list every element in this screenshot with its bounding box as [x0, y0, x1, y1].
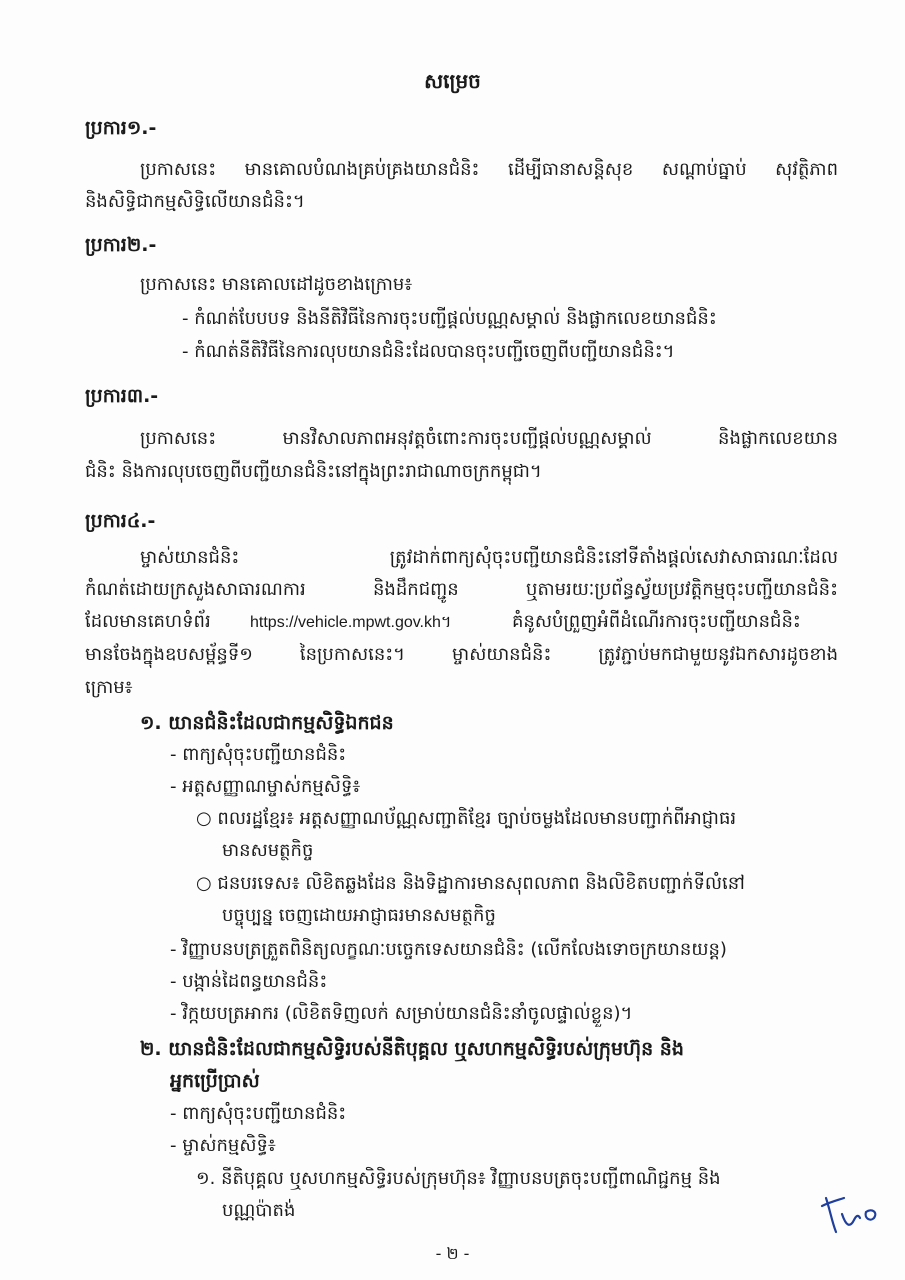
article-4-line-1: ម្ចាស់យានជំនិះ ត្រូវដាក់ពាក្យសុំចុះបញ្ជីយានជំនិះនៅទីតាំងផ្តល់សេវាសាធារណៈដែល: [140, 547, 838, 568]
section-1-item-4: - បង្កាន់ដៃពន្ធយានជំនិះ: [170, 971, 328, 992]
section-1-item-5: - វិក្កយបត្រអាករ (លិខិតទិញលក់ សម្រាប់យានជំនិះនាំចូលផ្ទាល់ខ្លួន)។: [170, 1003, 633, 1024]
article-2-bullet-1: - កំណត់បែបបទ និងនីតិវិធីនៃការចុះបញ្ជីផ្តល់បណ្ណសម្គាល់ និងផ្លាកលេខយានជំនិះ: [182, 308, 717, 329]
section-1-subitem-2-cont: បច្ចុប្បន្ន ចេញដោយអាជ្ញាធរមានសមត្ថកិច្ច: [222, 905, 496, 926]
article-4-heading: ប្រការ៤.-: [85, 510, 156, 532]
article-1-line-2: និងសិទ្ធិជាកម្មសិទ្ធិលើយានជំនិះ។: [85, 191, 305, 212]
section-2-heading-line-1: ២. យានជំនិះដែលជាកម្មសិទ្ធិរបស់នីតិបុគ្គល ឬសហកម្មសិទ្ធិរបស់ក្រុមហ៊ុន និង: [140, 1038, 684, 1060]
article-4-line-5: ក្រោម៖: [85, 677, 133, 698]
article-4-line-4: មានចែងក្នុងឧបសម្ព័ន្ធទី១ នៃប្រកាសនេះ។ ម្ចាស់យានជំនិះ ត្រូវភ្ជាប់មកជាមួយនូវឯកសារដូចខាង: [85, 644, 838, 665]
website-url: https://vehicle.mpwt.gov.kh។: [250, 614, 452, 631]
article-1-heading: ប្រការ១.-: [85, 117, 157, 139]
article-3-line-1: ប្រកាសនេះ មានវិសាលភាពអនុវត្តចំពោះការចុះបញ្ជីផ្តល់បណ្ណសម្គាល់ និងផ្លាកលេខយាន: [140, 428, 838, 449]
section-2-item-2: - ម្ចាស់កម្មសិទ្ធិ៖: [170, 1135, 276, 1156]
handwritten-initials: [820, 1190, 884, 1238]
article-1-line-1: ប្រកាសនេះ មានគោលបំណងគ្រប់គ្រងយានជំនិះ ដើម្បីធានាសន្តិសុខ សណ្តាប់ធ្នាប់ សុវត្ថិភាព: [140, 159, 838, 180]
article-3-heading: ប្រការ៣.-: [85, 385, 159, 407]
article-4-line-2: កំណត់ដោយក្រសួងសាធារណការ និងដឹកជញ្ជូន ឬតាមរយៈប្រព័ន្ធស្វ័យប្រវត្តិកម្មចុះបញ្ជីយានជំនិះ: [85, 579, 838, 600]
section-2-heading-line-2: អ្នកប្រើប្រាស់: [170, 1070, 260, 1092]
article-4-line-3b: គំនូសបំព្រួញអំពីដំណើរការចុះបញ្ជីយានជំនិះ: [512, 611, 801, 632]
article-2-bullet-2: - កំណត់នីតិវិធីនៃការលុបយានជំនិះដែលបានចុះបញ្ជីចេញពីបញ្ជីយានជំនិះ។: [182, 341, 675, 362]
section-1-subitem-2: ○ ជនបរទេស៖ លិខិតឆ្លងដែន និងទិដ្ឋាការមានសុពលភាព និងលិខិតបញ្ជាក់ទីលំនៅ: [196, 873, 745, 894]
section-1-heading: ១. យានជំនិះដែលជាកម្មសិទ្ធិឯកជន: [140, 712, 394, 734]
article-2-heading: ប្រការ២.-: [85, 234, 157, 256]
section-1-item-2: - អត្តសញ្ញាណម្ចាស់កម្មសិទ្ធិ៖: [170, 776, 361, 797]
section-2-item-1: - ពាក្យសុំចុះបញ្ជីយានជំនិះ: [170, 1103, 347, 1124]
page-number: - ២ -: [435, 1244, 470, 1263]
section-2-subitem-1-cont: បណ្ណប៉ាតង់: [222, 1200, 296, 1221]
section-1-subitem-1-cont: មានសមត្ថកិច្ច: [222, 840, 314, 861]
article-3-line-2: ជំនិះ និងការលុបចេញពីបញ្ជីយានជំនិះនៅក្នុងព្រះរាជាណាចក្រកម្ពុជា។: [85, 461, 542, 482]
article-2-line-1: ប្រកាសនេះ មានគោលដៅដូចខាងក្រោម៖: [140, 274, 413, 295]
section-1-item-1: - ពាក្យសុំចុះបញ្ជីយានជំនិះ: [170, 744, 347, 765]
section-1-item-3: - វិញ្ញាបនបត្រត្រួតពិនិត្យលក្ខណៈបច្ចេកទេសយានជំនិះ (លើកលែងទោចក្រយានយន្ត): [170, 939, 727, 960]
article-4-line-3a: ដែលមានគេហទំព័រ: [85, 611, 211, 632]
document-title: សម្រេច: [424, 69, 481, 93]
section-1-subitem-1: ○ ពលរដ្ឋខ្មែរ៖ អត្តសញ្ញាណប័ណ្ណសញ្ជាតិខ្មែរ ច្បាប់ចម្លងដែលមានបញ្ជាក់ពីអាជ្ញាធរ: [196, 808, 737, 829]
section-2-subitem-1: ១. នីតិបុគ្គល ឬសហកម្មសិទ្ធិរបស់ក្រុមហ៊ុន៖ វិញ្ញាបនបត្រចុះបញ្ជីពាណិជ្ជកម្ម និង: [196, 1168, 721, 1189]
